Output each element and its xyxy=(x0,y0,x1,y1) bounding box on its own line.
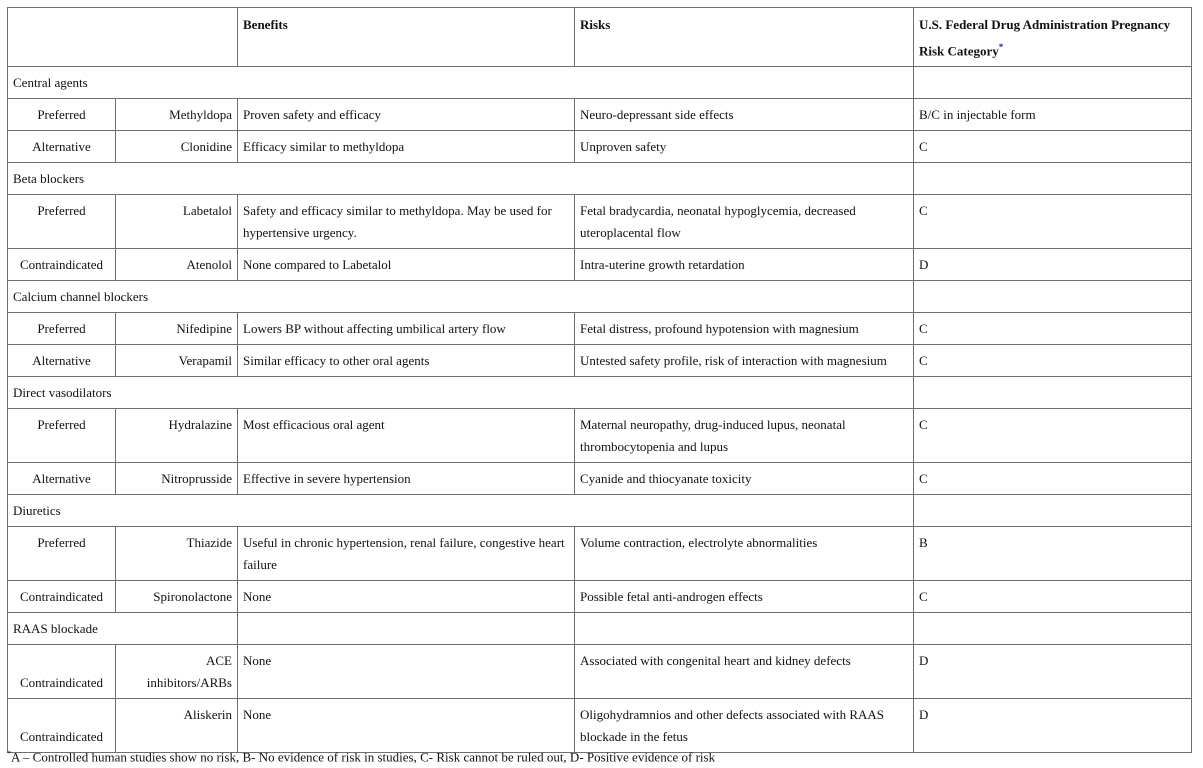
group-label: Beta blockers xyxy=(8,163,914,195)
benefits-cell: Safety and efficacy similar to methyldopa. May be used for hypertensive urgency. xyxy=(238,195,575,249)
benefits-cell: None compared to Labetalol xyxy=(238,249,575,281)
category-cell: D xyxy=(914,699,1192,753)
header-category-text: U.S. Federal Drug Administration Pregnancy Risk Category xyxy=(919,17,1171,59)
benefits-cell: None xyxy=(238,699,575,753)
category-cell: B xyxy=(914,527,1192,581)
footnote xyxy=(7,744,715,767)
risks-cell: Untested safety profile, risk of interaction with magnesium xyxy=(575,345,914,377)
group-label: Calcium channel blockers xyxy=(8,281,914,313)
preference-cell: Preferred xyxy=(8,527,116,581)
benefits-cell: Proven safety and efficacy xyxy=(238,99,575,131)
drug-row xyxy=(8,527,1192,581)
category-cell: C xyxy=(914,463,1192,495)
drug-row xyxy=(8,131,1192,163)
preference-cell: Contraindicated xyxy=(8,249,116,281)
risks-cell: Cyanide and thiocyanate toxicity xyxy=(575,463,914,495)
drug-name-cell: Hydralazine xyxy=(116,409,238,463)
drug-table xyxy=(7,7,1192,753)
risks-cell: Possible fetal anti-androgen effects xyxy=(575,581,914,613)
preference-cell: Preferred xyxy=(8,195,116,249)
category-cell: B/C in injectable form xyxy=(914,99,1192,131)
group-row xyxy=(8,495,1192,527)
group-label: Diuretics xyxy=(8,495,914,527)
drug-name-cell: Atenolol xyxy=(116,249,238,281)
risks-cell: Neuro-depressant side effects xyxy=(575,99,914,131)
benefits-cell: Useful in chronic hypertension, renal failure, congestive heart failure xyxy=(238,527,575,581)
header-blank-cell xyxy=(8,8,238,67)
drug-row xyxy=(8,409,1192,463)
footnote-ref-link[interactable]: * xyxy=(998,42,1004,52)
drug-row xyxy=(8,99,1192,131)
header-benefits: Benefits xyxy=(238,8,575,67)
category-cell: C xyxy=(914,581,1192,613)
drug-name-cell: Aliskerin xyxy=(116,699,238,753)
category-cell: C xyxy=(914,195,1192,249)
risks-cell: Volume contraction, electrolyte abnormalities xyxy=(575,527,914,581)
group-empty-benefits xyxy=(238,613,575,645)
group-row xyxy=(8,67,1192,99)
preference-cell: Preferred xyxy=(8,409,116,463)
group-row xyxy=(8,281,1192,313)
category-cell: D xyxy=(914,645,1192,699)
preference-cell: Preferred xyxy=(8,313,116,345)
drug-name-cell: Thiazide xyxy=(116,527,238,581)
drug-name-cell: Nifedipine xyxy=(116,313,238,345)
drug-name-cell: Clonidine xyxy=(116,131,238,163)
group-empty-category xyxy=(914,377,1192,409)
risks-cell: Oligohydramnios and other defects associated with RAAS blockade in the fetus xyxy=(575,699,914,753)
drug-name-cell: Spironolactone xyxy=(116,581,238,613)
benefits-cell: Effective in severe hypertension xyxy=(238,463,575,495)
preference-cell: Contraindicated xyxy=(8,581,116,613)
group-empty-risks xyxy=(575,613,914,645)
benefits-cell: Similar efficacy to other oral agents xyxy=(238,345,575,377)
preference-cell: Contraindicated xyxy=(8,645,116,699)
drug-name-cell: Verapamil xyxy=(116,345,238,377)
header-risks: Risks xyxy=(575,8,914,67)
group-label: Central agents xyxy=(8,67,914,99)
category-cell: C xyxy=(914,131,1192,163)
group-empty-category xyxy=(914,613,1192,645)
benefits-cell: Efficacy similar to methyldopa xyxy=(238,131,575,163)
benefits-cell: Lowers BP without affecting umbilical artery flow xyxy=(238,313,575,345)
preference-cell: Contraindicated xyxy=(8,699,116,753)
group-row xyxy=(8,163,1192,195)
drug-name-cell: Labetalol xyxy=(116,195,238,249)
header-row xyxy=(8,8,1192,67)
header-category xyxy=(914,8,1192,67)
table-body xyxy=(8,67,1192,753)
drug-row xyxy=(8,249,1192,281)
risks-cell: Fetal bradycardia, neonatal hypoglycemia, decreased uteroplacental flow xyxy=(575,195,914,249)
benefits-cell: None xyxy=(238,645,575,699)
risks-cell: Fetal distress, profound hypotension with magnesium xyxy=(575,313,914,345)
drug-row xyxy=(8,463,1192,495)
preference-cell: Preferred xyxy=(8,99,116,131)
group-label: RAAS blockade xyxy=(8,613,238,645)
risks-cell: Intra-uterine growth retardation xyxy=(575,249,914,281)
category-cell: C xyxy=(914,345,1192,377)
risks-cell: Associated with congenital heart and kidney defects xyxy=(575,645,914,699)
group-empty-category xyxy=(914,67,1192,99)
drug-row xyxy=(8,345,1192,377)
group-empty-category xyxy=(914,163,1192,195)
drug-row xyxy=(8,195,1192,249)
risks-cell: Maternal neuropathy, drug-induced lupus, neonatal thrombocytopenia and lupus xyxy=(575,409,914,463)
drug-row xyxy=(8,645,1192,699)
drug-row xyxy=(8,313,1192,345)
category-cell: D xyxy=(914,249,1192,281)
drug-row xyxy=(8,581,1192,613)
group-row xyxy=(8,377,1192,409)
preference-cell: Alternative xyxy=(8,131,116,163)
risks-cell: Unproven safety xyxy=(575,131,914,163)
footnote-text: A – Controlled human studies show no risk, B- No evidence of risk in studies, C- Risk cannot be ruled out, D- Positive evidence of risk xyxy=(11,749,716,765)
category-cell: C xyxy=(914,409,1192,463)
benefits-cell: None xyxy=(238,581,575,613)
group-row xyxy=(8,613,1192,645)
footnote-marker: * xyxy=(7,749,11,758)
preference-cell: Alternative xyxy=(8,463,116,495)
drug-name-cell: Nitroprusside xyxy=(116,463,238,495)
benefits-cell: Most efficacious oral agent xyxy=(238,409,575,463)
group-empty-category xyxy=(914,495,1192,527)
group-label: Direct vasodilators xyxy=(8,377,914,409)
category-cell: C xyxy=(914,313,1192,345)
drug-name-cell: Methyldopa xyxy=(116,99,238,131)
group-empty-category xyxy=(914,281,1192,313)
preference-cell: Alternative xyxy=(8,345,116,377)
drug-name-cell: ACE inhibitors/ARBs xyxy=(116,645,238,699)
